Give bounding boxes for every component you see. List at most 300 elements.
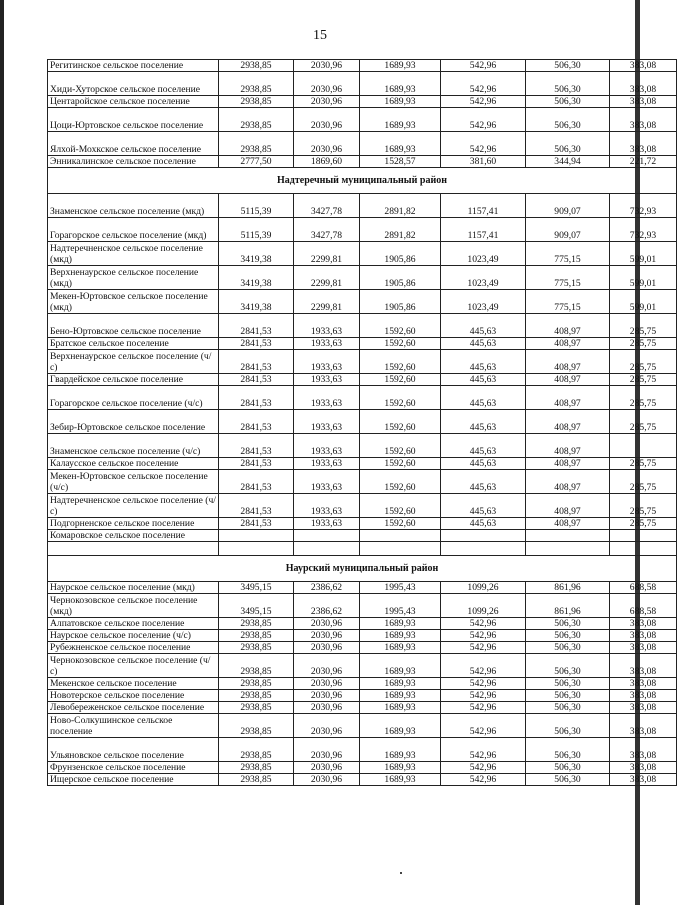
value-cell: 2891,82 xyxy=(360,194,441,218)
value-cell xyxy=(294,530,360,542)
value-cell: 2938,85 xyxy=(219,132,294,156)
settlement-name: Верхненаурское сельское поселение (ч/с) xyxy=(48,350,219,374)
value-cell: 445,63 xyxy=(441,518,526,530)
value-cell: 1689,93 xyxy=(360,132,441,156)
value-cell: 1099,26 xyxy=(441,582,526,594)
settlement-name: Рубежненское сельское поселение xyxy=(48,642,219,654)
value-cell: 1869,60 xyxy=(294,156,360,168)
value-cell: 2891,82 xyxy=(360,218,441,242)
value-cell: 1689,93 xyxy=(360,762,441,774)
value-cell: 5115,39 xyxy=(219,194,294,218)
value-cell: 2841,53 xyxy=(219,314,294,338)
value-cell: 506,30 xyxy=(526,60,610,72)
value-cell: 542,96 xyxy=(441,738,526,762)
value-cell: 2841,53 xyxy=(219,518,294,530)
table-row xyxy=(48,494,677,518)
value-cell: 2030,96 xyxy=(294,132,360,156)
value-cell: 2938,85 xyxy=(219,702,294,714)
value-cell: 445,63 xyxy=(441,410,526,434)
value-cell: 408,97 xyxy=(526,386,610,410)
value-cell: 1592,60 xyxy=(360,458,441,470)
value-cell: 542,96 xyxy=(441,690,526,702)
section-header-row xyxy=(48,556,677,582)
value-cell: 1933,63 xyxy=(294,518,360,530)
empty-cell xyxy=(610,542,677,556)
settlement-name: Центаройское сельское поселение xyxy=(48,96,219,108)
value-cell: 506,30 xyxy=(526,738,610,762)
binding-edge xyxy=(0,0,4,905)
value-cell: 2030,96 xyxy=(294,714,360,738)
settlement-name: Наурское сельское поселение (мкд) xyxy=(48,582,219,594)
settlement-name: Алпатовское сельское поселение xyxy=(48,618,219,630)
value-cell: 408,97 xyxy=(526,494,610,518)
value-cell: 542,96 xyxy=(441,654,526,678)
value-cell: 1933,63 xyxy=(294,338,360,350)
value-cell: 542,96 xyxy=(441,630,526,642)
table-row xyxy=(48,738,677,762)
value-cell: 1689,93 xyxy=(360,618,441,630)
value-cell: 383,08 xyxy=(610,714,677,738)
value-cell: 506,30 xyxy=(526,618,610,630)
value-cell: 285,75 xyxy=(610,374,677,386)
value-cell: 1592,60 xyxy=(360,338,441,350)
value-cell: 1905,86 xyxy=(360,266,441,290)
value-cell: 506,30 xyxy=(526,132,610,156)
settlement-name: Ищерское сельское поселение xyxy=(48,774,219,786)
empty-cell xyxy=(526,542,610,556)
value-cell: 1689,93 xyxy=(360,774,441,786)
value-cell: 506,30 xyxy=(526,714,610,738)
table-row xyxy=(48,72,677,96)
value-cell: 1023,49 xyxy=(441,266,526,290)
value-cell: 1689,93 xyxy=(360,690,441,702)
value-cell: 2030,96 xyxy=(294,642,360,654)
value-cell: 506,30 xyxy=(526,96,610,108)
value-cell: 383,08 xyxy=(610,108,677,132)
value-cell: 2386,62 xyxy=(294,594,360,618)
table-row xyxy=(48,410,677,434)
value-cell: 2030,96 xyxy=(294,72,360,96)
section-title: Наурский муниципальный район xyxy=(48,556,677,582)
value-cell: 445,63 xyxy=(441,350,526,374)
settlement-name: Горагорское сельское поселение (ч/с) xyxy=(48,386,219,410)
settlement-name: Фрунзенское сельское поселение xyxy=(48,762,219,774)
value-cell: 2938,85 xyxy=(219,774,294,786)
value-cell: 445,63 xyxy=(441,374,526,386)
value-cell: 1933,63 xyxy=(294,386,360,410)
settlement-name: Энникалинское сельское поселение xyxy=(48,156,219,168)
settlement-name: Бено-Юртовское сельское поселение xyxy=(48,314,219,338)
value-cell: 3419,38 xyxy=(219,290,294,314)
table-row xyxy=(48,470,677,494)
settlement-name: Комаровское сельское поселение xyxy=(48,530,219,542)
value-cell: 2299,81 xyxy=(294,266,360,290)
table-body xyxy=(48,60,677,786)
value-cell: 599,01 xyxy=(610,266,677,290)
value-cell xyxy=(441,530,526,542)
value-cell: 1689,93 xyxy=(360,72,441,96)
value-cell: 775,15 xyxy=(526,242,610,266)
value-cell xyxy=(610,530,677,542)
value-cell: 1592,60 xyxy=(360,314,441,338)
value-cell: 2841,53 xyxy=(219,410,294,434)
value-cell: 408,97 xyxy=(526,470,610,494)
value-cell: 1528,57 xyxy=(360,156,441,168)
value-cell: 3495,15 xyxy=(219,594,294,618)
value-cell: 1689,93 xyxy=(360,60,441,72)
value-cell: 383,08 xyxy=(610,762,677,774)
settlement-name: Знаменское сельское поселение (ч/с) xyxy=(48,434,219,458)
value-cell: 506,30 xyxy=(526,702,610,714)
value-cell: 688,58 xyxy=(610,594,677,618)
value-cell: 506,30 xyxy=(526,690,610,702)
table-row xyxy=(48,350,677,374)
value-cell: 542,96 xyxy=(441,702,526,714)
value-cell: 221,72 xyxy=(610,156,677,168)
table-row xyxy=(48,374,677,386)
value-cell: 285,75 xyxy=(610,470,677,494)
table-row xyxy=(48,242,677,266)
value-cell: 1995,43 xyxy=(360,582,441,594)
scan-speck xyxy=(400,872,402,874)
table-row xyxy=(48,630,677,642)
value-cell: 2030,96 xyxy=(294,654,360,678)
value-cell: 1099,26 xyxy=(441,594,526,618)
table-row xyxy=(48,434,677,458)
value-cell: 3419,38 xyxy=(219,266,294,290)
value-cell: 383,08 xyxy=(610,678,677,690)
value-cell xyxy=(526,530,610,542)
value-cell: 2938,85 xyxy=(219,714,294,738)
value-cell: 285,75 xyxy=(610,314,677,338)
value-cell: 3495,15 xyxy=(219,582,294,594)
settlement-name: Мекенское сельское поселение xyxy=(48,678,219,690)
value-cell: 2030,96 xyxy=(294,96,360,108)
value-cell: 2938,85 xyxy=(219,60,294,72)
value-cell: 408,97 xyxy=(526,518,610,530)
table-row xyxy=(48,314,677,338)
value-cell: 1689,93 xyxy=(360,738,441,762)
table-row xyxy=(48,594,677,618)
value-cell: 542,96 xyxy=(441,678,526,690)
value-cell: 445,63 xyxy=(441,338,526,350)
value-cell: 445,63 xyxy=(441,494,526,518)
table-row xyxy=(48,60,677,72)
value-cell: 775,15 xyxy=(526,266,610,290)
settlement-name: Регитинское сельское поселение xyxy=(48,60,219,72)
blank-row xyxy=(48,542,677,556)
table-row xyxy=(48,702,677,714)
value-cell: 285,75 xyxy=(610,410,677,434)
value-cell xyxy=(610,434,677,458)
value-cell: 1689,93 xyxy=(360,642,441,654)
value-cell: 1689,93 xyxy=(360,96,441,108)
value-cell: 2938,85 xyxy=(219,690,294,702)
settlement-name: Знаменское сельское поселение (мкд) xyxy=(48,194,219,218)
table-row xyxy=(48,678,677,690)
value-cell: 1933,63 xyxy=(294,410,360,434)
settlement-name: Наурское сельское поселение (ч/с) xyxy=(48,630,219,642)
settlement-name: Зебир-Юртовское сельское поселение xyxy=(48,410,219,434)
value-cell: 2030,96 xyxy=(294,108,360,132)
value-cell: 2938,85 xyxy=(219,108,294,132)
empty-cell xyxy=(219,542,294,556)
table-row xyxy=(48,654,677,678)
value-cell xyxy=(360,530,441,542)
value-cell: 861,96 xyxy=(526,582,610,594)
value-cell: 2938,85 xyxy=(219,654,294,678)
value-cell: 1689,93 xyxy=(360,678,441,690)
value-cell: 1905,86 xyxy=(360,242,441,266)
value-cell: 542,96 xyxy=(441,96,526,108)
table-row xyxy=(48,132,677,156)
table-row xyxy=(48,96,677,108)
value-cell: 408,97 xyxy=(526,410,610,434)
value-cell: 506,30 xyxy=(526,774,610,786)
settlement-name: Мекен-Юртовское сельское поселение (мкд) xyxy=(48,290,219,314)
settlement-name: Цоци-Юртовское сельское поселение xyxy=(48,108,219,132)
value-cell: 599,01 xyxy=(610,290,677,314)
value-cell: 1933,63 xyxy=(294,350,360,374)
value-cell xyxy=(219,530,294,542)
value-cell: 1933,63 xyxy=(294,458,360,470)
value-cell: 445,63 xyxy=(441,314,526,338)
value-cell: 1933,63 xyxy=(294,434,360,458)
value-cell: 383,08 xyxy=(610,654,677,678)
value-cell: 542,96 xyxy=(441,72,526,96)
settlement-name: Мекен-Юртовское сельское поселение (ч/с) xyxy=(48,470,219,494)
value-cell: 2938,85 xyxy=(219,96,294,108)
value-cell: 1157,41 xyxy=(441,194,526,218)
settlement-name: Надтеречненское сельское поселение (мкд) xyxy=(48,242,219,266)
value-cell: 445,63 xyxy=(441,434,526,458)
value-cell: 2938,85 xyxy=(219,72,294,96)
value-cell: 1933,63 xyxy=(294,374,360,386)
value-cell: 909,07 xyxy=(526,218,610,242)
value-cell: 2841,53 xyxy=(219,434,294,458)
value-cell: 506,30 xyxy=(526,654,610,678)
settlement-name: Калаусское сельское поселение xyxy=(48,458,219,470)
settlement-name: Чернокозовское сельское поселение (ч/с) xyxy=(48,654,219,678)
value-cell: 3427,78 xyxy=(294,194,360,218)
value-cell: 285,75 xyxy=(610,518,677,530)
settlement-name: Гвардейское сельское поселение xyxy=(48,374,219,386)
value-cell: 775,15 xyxy=(526,290,610,314)
value-cell: 1689,93 xyxy=(360,714,441,738)
value-cell: 542,96 xyxy=(441,108,526,132)
table-row xyxy=(48,618,677,630)
value-cell: 3419,38 xyxy=(219,242,294,266)
value-cell: 2030,96 xyxy=(294,690,360,702)
value-cell: 861,96 xyxy=(526,594,610,618)
value-cell: 408,97 xyxy=(526,434,610,458)
value-cell: 542,96 xyxy=(441,762,526,774)
table-row xyxy=(48,642,677,654)
value-cell: 1592,60 xyxy=(360,350,441,374)
value-cell: 285,75 xyxy=(610,386,677,410)
table-row xyxy=(48,582,677,594)
settlement-name: Новотерское сельское поселение xyxy=(48,690,219,702)
table-row xyxy=(48,218,677,242)
value-cell: 599,01 xyxy=(610,242,677,266)
value-cell: 506,30 xyxy=(526,678,610,690)
empty-cell xyxy=(48,542,219,556)
value-cell: 2938,85 xyxy=(219,738,294,762)
value-cell: 1905,86 xyxy=(360,290,441,314)
value-cell: 1689,93 xyxy=(360,702,441,714)
value-cell: 383,08 xyxy=(610,618,677,630)
value-cell: 2938,85 xyxy=(219,678,294,690)
empty-cell xyxy=(441,542,526,556)
page-number: 15 xyxy=(313,28,327,43)
value-cell: 2030,96 xyxy=(294,774,360,786)
value-cell: 542,96 xyxy=(441,642,526,654)
value-cell: 542,96 xyxy=(441,714,526,738)
value-cell: 285,75 xyxy=(610,494,677,518)
value-cell: 285,75 xyxy=(610,350,677,374)
value-cell: 1592,60 xyxy=(360,374,441,386)
settlement-name: Подгорненское сельское поселение xyxy=(48,518,219,530)
value-cell: 383,08 xyxy=(610,60,677,72)
value-cell: 1592,60 xyxy=(360,518,441,530)
settlement-name: Ялхой-Мохкское сельское поселение xyxy=(48,132,219,156)
value-cell: 1157,41 xyxy=(441,218,526,242)
table-row xyxy=(48,108,677,132)
value-cell: 285,75 xyxy=(610,338,677,350)
value-cell: 2938,85 xyxy=(219,762,294,774)
value-cell: 383,08 xyxy=(610,132,677,156)
value-cell: 2841,53 xyxy=(219,494,294,518)
settlement-name: Братское сельское поселение xyxy=(48,338,219,350)
value-cell: 2299,81 xyxy=(294,242,360,266)
settlement-name: Надтеречненское сельское поселение (ч/с) xyxy=(48,494,219,518)
value-cell: 285,75 xyxy=(610,458,677,470)
value-cell: 732,93 xyxy=(610,194,677,218)
value-cell: 445,63 xyxy=(441,386,526,410)
value-cell: 344,94 xyxy=(526,156,610,168)
table-row xyxy=(48,458,677,470)
value-cell: 2938,85 xyxy=(219,642,294,654)
table-row xyxy=(48,266,677,290)
value-cell: 506,30 xyxy=(526,762,610,774)
value-cell: 1995,43 xyxy=(360,594,441,618)
settlement-name: Чернокозовское сельское поселение (мкд) xyxy=(48,594,219,618)
value-cell: 2030,96 xyxy=(294,60,360,72)
settlement-name: Ульяновское сельское поселение xyxy=(48,738,219,762)
value-cell: 383,08 xyxy=(610,774,677,786)
value-cell: 1689,93 xyxy=(360,108,441,132)
table-row xyxy=(48,762,677,774)
value-cell: 3427,78 xyxy=(294,218,360,242)
table-row xyxy=(48,714,677,738)
value-cell: 2030,96 xyxy=(294,630,360,642)
value-cell: 1933,63 xyxy=(294,470,360,494)
value-cell: 1592,60 xyxy=(360,434,441,458)
value-cell: 383,08 xyxy=(610,96,677,108)
value-cell: 506,30 xyxy=(526,108,610,132)
settlement-name: Ново-Солкушинское сельское поселение xyxy=(48,714,219,738)
value-cell: 2841,53 xyxy=(219,338,294,350)
value-cell: 909,07 xyxy=(526,194,610,218)
value-cell: 2777,50 xyxy=(219,156,294,168)
value-cell: 2841,53 xyxy=(219,374,294,386)
table-row xyxy=(48,290,677,314)
value-cell: 1592,60 xyxy=(360,410,441,434)
value-cell: 408,97 xyxy=(526,338,610,350)
value-cell: 1933,63 xyxy=(294,494,360,518)
value-cell: 1689,93 xyxy=(360,630,441,642)
settlement-name: Горагорское сельское поселение (мкд) xyxy=(48,218,219,242)
value-cell: 408,97 xyxy=(526,458,610,470)
value-cell: 506,30 xyxy=(526,642,610,654)
value-cell: 2030,96 xyxy=(294,738,360,762)
value-cell: 542,96 xyxy=(441,618,526,630)
empty-cell xyxy=(294,542,360,556)
value-cell: 2030,96 xyxy=(294,762,360,774)
value-cell: 542,96 xyxy=(441,774,526,786)
table-row xyxy=(48,690,677,702)
value-cell: 408,97 xyxy=(526,314,610,338)
value-cell: 5115,39 xyxy=(219,218,294,242)
value-cell: 1689,93 xyxy=(360,654,441,678)
value-cell: 2841,53 xyxy=(219,470,294,494)
table-row xyxy=(48,530,677,542)
value-cell: 1592,60 xyxy=(360,470,441,494)
settlement-name: Верхненаурское сельское поселение (мкд) xyxy=(48,266,219,290)
value-cell: 2841,53 xyxy=(219,458,294,470)
table-row xyxy=(48,156,677,168)
table-row xyxy=(48,194,677,218)
value-cell: 2938,85 xyxy=(219,630,294,642)
value-cell: 542,96 xyxy=(441,60,526,72)
value-cell: 445,63 xyxy=(441,458,526,470)
section-title: Надтеречный муниципальный район xyxy=(48,168,677,194)
value-cell: 506,30 xyxy=(526,72,610,96)
value-cell: 383,08 xyxy=(610,738,677,762)
tariff-table xyxy=(47,59,677,786)
value-cell: 383,08 xyxy=(610,72,677,96)
value-cell: 2938,85 xyxy=(219,618,294,630)
value-cell: 408,97 xyxy=(526,374,610,386)
value-cell: 2841,53 xyxy=(219,386,294,410)
empty-cell xyxy=(360,542,441,556)
value-cell: 445,63 xyxy=(441,470,526,494)
value-cell: 2299,81 xyxy=(294,290,360,314)
value-cell: 688,58 xyxy=(610,582,677,594)
value-cell: 2841,53 xyxy=(219,350,294,374)
value-cell: 2030,96 xyxy=(294,618,360,630)
value-cell: 1933,63 xyxy=(294,314,360,338)
value-cell: 506,30 xyxy=(526,630,610,642)
value-cell: 381,60 xyxy=(441,156,526,168)
table-row xyxy=(48,338,677,350)
section-header-row xyxy=(48,168,677,194)
value-cell: 1023,49 xyxy=(441,290,526,314)
settlement-name: Хиди-Хуторское сельское поселение xyxy=(48,72,219,96)
value-cell: 383,08 xyxy=(610,630,677,642)
value-cell: 2030,96 xyxy=(294,678,360,690)
value-cell: 542,96 xyxy=(441,132,526,156)
value-cell: 1023,49 xyxy=(441,242,526,266)
value-cell: 732,93 xyxy=(610,218,677,242)
table-row xyxy=(48,774,677,786)
value-cell: 1592,60 xyxy=(360,494,441,518)
table-row xyxy=(48,386,677,410)
value-cell: 1592,60 xyxy=(360,386,441,410)
value-cell: 2030,96 xyxy=(294,702,360,714)
settlement-name: Левобереженское сельское поселение xyxy=(48,702,219,714)
table-row xyxy=(48,518,677,530)
